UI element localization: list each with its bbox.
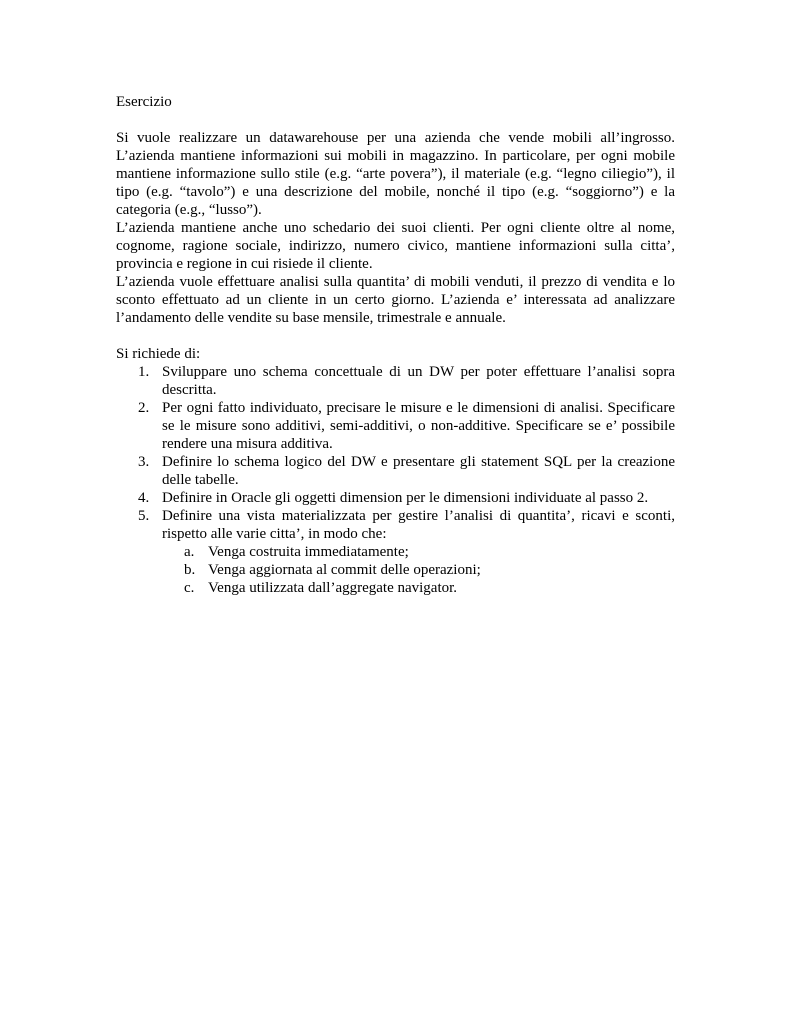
- task-text: Definire lo schema logico del DW e presentare gli statement SQL per la creazione delle tabelle.: [162, 454, 675, 488]
- subtask-letter: b.: [184, 562, 196, 578]
- document-body: [116, 93, 675, 597]
- task-item: [116, 489, 675, 507]
- task-number: 3.: [138, 454, 150, 470]
- subtask-item: [162, 543, 675, 561]
- subtask-item: [162, 579, 675, 597]
- subtask-letter: a.: [184, 544, 195, 560]
- task-text: Sviluppare uno schema concettuale di un DW per poter effettuare l’analisi sopra descritta.: [162, 364, 675, 398]
- task-list: [116, 363, 675, 597]
- task-number: 1.: [138, 364, 150, 380]
- task-number: 4.: [138, 490, 150, 506]
- paragraph-analysis: L’azienda vuole effettuare analisi sulla quantita’ di mobili venduti, il prezzo di vendita e lo sconto effettuato ad un cliente in un certo giorno. L’azienda e’ interessata ad analizzare l’andamento delle vendite su base mensile, trimestrale e annuale.: [116, 274, 675, 326]
- subtask-item: [162, 561, 675, 579]
- subtask-text: Venga costruita immediatamente;: [208, 544, 409, 560]
- task-text: Per ogni fatto individuato, precisare le misure e le dimensioni di analisi. Specificare se le misure sono additivi, semi-additivi, o non-additive. Specificare se e’ possibile rendere una misura additiva.: [162, 400, 675, 452]
- task-number: 5.: [138, 508, 150, 524]
- requests-intro: Si richiede di:: [116, 346, 201, 362]
- subtask-list: [162, 543, 675, 597]
- task-text: Definire in Oracle gli oggetti dimension per le dimensioni individuate al passo 2.: [162, 490, 649, 506]
- document-title: Esercizio: [116, 94, 172, 110]
- subtask-text: Venga aggiornata al commit delle operazioni;: [208, 562, 481, 578]
- subtask-text: Venga utilizzata dall’aggregate navigator.: [208, 580, 458, 596]
- task-item: [116, 453, 675, 489]
- task-item: [116, 507, 675, 597]
- task-text: Definire una vista materializzata per gestire l’analisi di quantita’, ricavi e sconti, rispetto alle varie citta’, in modo che:: [162, 508, 675, 542]
- paragraph-clients: L’azienda mantiene anche uno schedario dei suoi clienti. Per ogni cliente oltre al nome, cognome, ragione sociale, indirizzo, numero civico, mantiene informazioni sulla citta’, provincia e regione in cui risiede il cliente.: [116, 220, 675, 272]
- subtask-letter: c.: [184, 580, 195, 596]
- task-number: 2.: [138, 400, 150, 416]
- paragraph-description: Si vuole realizzare un datawarehouse per una azienda che vende mobili all’ingrosso. L’azienda mantiene informazioni sui mobili in magazzino. In particolare, per ogni mobile mantiene informazione sullo stile (e.g. “arte povera”), il materiale (e.g. “legno ciliegio”), il tipo (e.g. “tavolo”) e una descrizione del mobile, nonché il tipo (e.g. “soggiorno”) e la categoria (e.g., “lusso”).: [116, 130, 675, 218]
- task-item: [116, 363, 675, 399]
- task-item: [116, 399, 675, 453]
